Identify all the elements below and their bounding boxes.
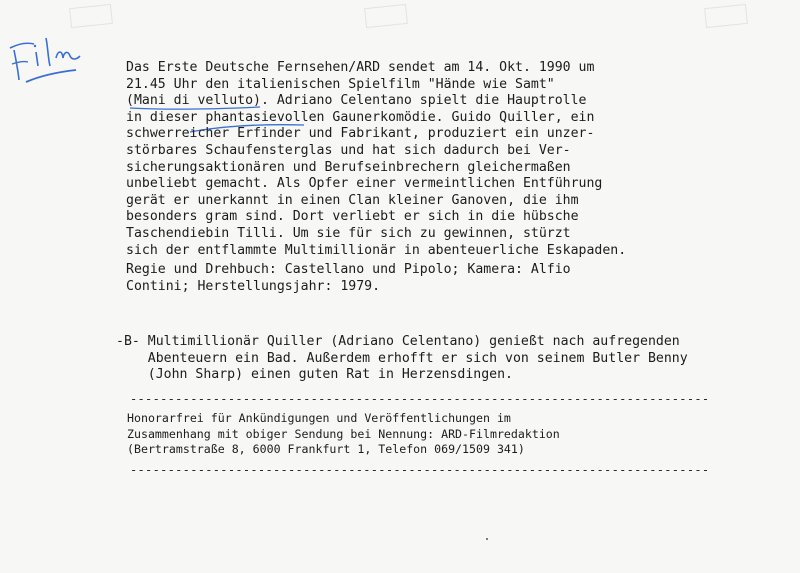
footer-notice: Honorarfrei für Ankündigungen und Veröffentlichungen im Zusammenhang mit obiger Sendung bei Nennung: ARD-Filmredaktion (Bertramstraße 8, 6000 Frankfurt 1, Telefon 069/1509 341)	[127, 411, 560, 456]
dust-speck	[486, 538, 488, 540]
watermark-stamp-icon	[69, 4, 113, 28]
handwritten-film-note	[6, 30, 86, 90]
watermark-stamp-icon	[364, 4, 408, 28]
article-text: Das Erste Deutsche Fernsehen/ARD sendet am 14. Okt. 1990 um 21.45 Uhr den italienischen Spielfilm "Hände wie Samt" (Mani di velluto). Adriano Celentano spielt die Hauptrolle in dieser phantasievollen Gaunerkomödie. Guido Quiller, ein schwerreicher Erfinder und Fabrikant, produziert ein unzer- störbares Schaufensterglas und hat sich dadurch bei Ver- sicherungsaktionären und Berufseinbrechern gleichermaßen unbeliebt gemacht. Als Opfer einer vermeintlichen Entführung gerät er unerkannt in einen Clan kleiner Ganoven, die ihm besonders gram sind. Dort verliebt er sich in die hübsche Taschendiebin Tilli. Um sie für sich zu gewinnen, stürzt sich der entflammte Multimillionär in abenteuerliche Eskapaden.	[126, 60, 627, 258]
credits-text: Regie und Drehbuch: Castellano und Pipolo; Kamera: Alfio Contini; Herstellungsjahr: 1979.	[126, 262, 571, 294]
separator-line-bottom: -----------------------------------------------------------------------------	[130, 463, 710, 477]
top-edge-strip	[0, 0, 800, 30]
separator-line-top: -----------------------------------------------------------------------------	[130, 392, 710, 406]
photo-caption: -B- Multimillionär Quiller (Adriano Celentano) genießt nach aufregenden Abenteuern ein Bad. Außerdem erhofft er sich von seinem Butler Benny (John Sharp) einen guten Rat in Herzensdingen.	[116, 334, 688, 383]
watermark-stamp-icon	[704, 4, 748, 28]
